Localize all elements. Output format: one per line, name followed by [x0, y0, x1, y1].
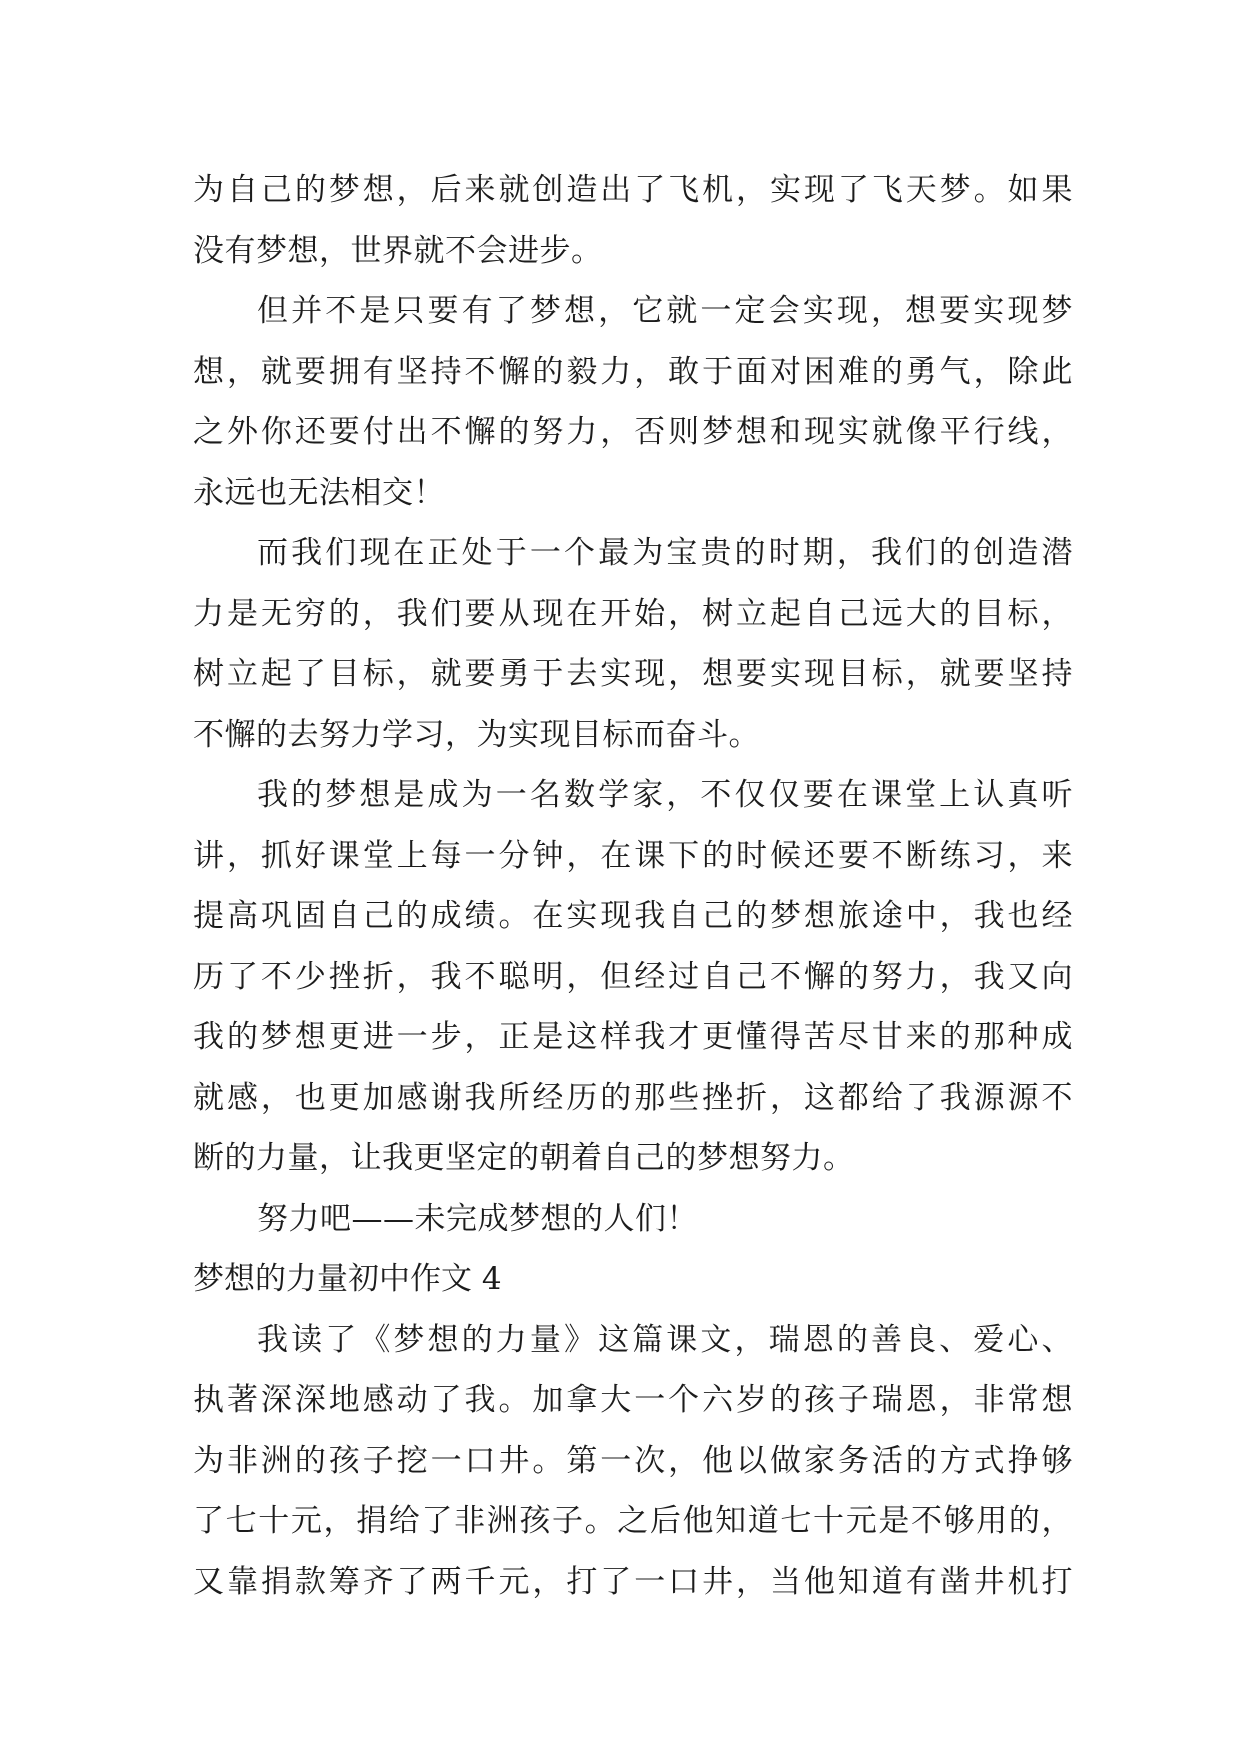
- paragraph-first-line: 我的梦想是成为一名数学家，不仅仅要在课堂上认真听: [257, 777, 1073, 813]
- text-line: 为自己的梦想，后来就创造出了飞机，实现了飞天梦。如果: [193, 172, 1073, 208]
- text-line: 提高巩固自己的成绩。在实现我自己的梦想旅途中，我也经: [193, 898, 1073, 934]
- text-line: 执著深深地感动了我。加拿大一个六岁的孩子瑞恩，非常想: [193, 1382, 1073, 1418]
- text-line: 我的梦想更进一步，正是这样我才更懂得苦尽甘来的那种成: [193, 1019, 1073, 1055]
- text-line: 树立起了目标，就要勇于去实现，想要实现目标，就要坚持: [193, 656, 1073, 692]
- text-line: 没有梦想，世界就不会进步。: [193, 232, 603, 269]
- text-line: 之外你还要付出不懈的努力，否则梦想和现实就像平行线，: [193, 414, 1073, 450]
- text-line: 了七十元，捐给了非洲孩子。之后他知道七十元是不够用的，: [193, 1503, 1073, 1539]
- text-line: 力是无穷的，我们要从现在开始，树立起自己远大的目标，: [193, 595, 1073, 632]
- paragraph-first-line: 努力吧——未完成梦想的人们！: [257, 1200, 698, 1237]
- text-line: 讲，抓好课堂上每一分钟，在课下的时候还要不断练习，来: [193, 837, 1073, 874]
- text-line: 就感，也更加感谢我所经历的那些挫折，这都给了我源源不: [193, 1079, 1073, 1116]
- text-line: 不懈的去努力学习，为实现目标而奋斗。: [193, 716, 760, 753]
- text-line: 历了不少挫折，我不聪明，但经过自己不懈的努力，我又向: [193, 958, 1073, 995]
- text-line: 断的力量，让我更坚定的朝着自己的梦想努力。: [193, 1140, 855, 1176]
- paragraph-first-line: 而我们现在正处于一个最为宝贵的时期，我们的创造潜: [257, 535, 1073, 571]
- text-line: 想，就要拥有坚持不懈的毅力，敢于面对困难的勇气，除此: [193, 353, 1073, 390]
- paragraph-first-line: 我读了《梦想的力量》这篇课文，瑞恩的善良、爱心、: [257, 1321, 1073, 1358]
- text-line: 又靠捐款筹齐了两千元，打了一口井，当他知道有凿井机打: [193, 1563, 1073, 1600]
- text-line: 为非洲的孩子挖一口井。第一次，他以做家务活的方式挣够: [193, 1442, 1073, 1479]
- document-body: [193, 160, 1073, 1612]
- section-heading: 梦想的力量初中作文 4: [193, 1261, 502, 1297]
- text-line: 永远也无法相交！: [193, 474, 445, 511]
- paragraph-first-line: 但并不是只要有了梦想，它就一定会实现，想要实现梦: [257, 293, 1073, 329]
